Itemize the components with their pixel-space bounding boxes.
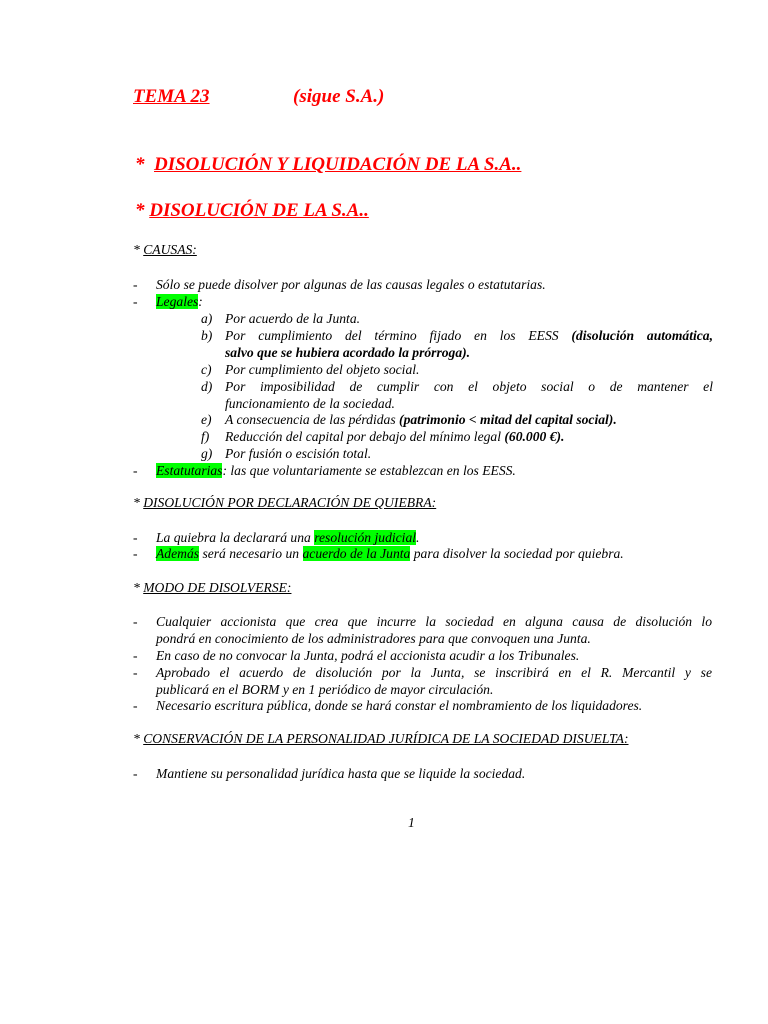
sub-item-f	[225, 429, 564, 446]
line: Cualquier accionista que crea que incurre la sociedad en alguna causa de disolución lo	[156, 614, 712, 629]
ademas-highlight: Además	[156, 546, 200, 561]
heading-text: DISOLUCIÓN DE LA S.A..	[149, 200, 369, 221]
line: pondrá en conocimiento de los administradores para que convoquen una Junta.	[156, 630, 591, 646]
page-number: 1	[408, 815, 415, 830]
sub-item-a: Por acuerdo de la Junta.	[225, 311, 361, 326]
dash-bullet: -	[133, 463, 138, 478]
sub-b-text: Por cumplimiento del término fijado en los EESS	[225, 328, 559, 343]
estatutarias-highlight: Estatutarias	[156, 463, 223, 478]
dash-bullet: -	[133, 698, 138, 713]
sub-letter: f)	[201, 429, 210, 444]
text: será necesario un	[199, 546, 303, 561]
list-item	[133, 463, 138, 480]
sub-item-g: Por fusión o escisión total.	[225, 446, 372, 461]
section-bullet: *	[133, 580, 144, 595]
sub-e-text: A consecuencia de las pérdidas	[225, 412, 396, 427]
causas-item-1: Sólo se puede disolver por algunas de las causas legales o estatutarias.	[156, 277, 546, 292]
sub-letter: g)	[201, 446, 213, 461]
line: publicará en el BORM y en 1 periódico de mayor circulación.	[156, 681, 494, 697]
list-item	[133, 698, 138, 715]
dash-bullet: -	[133, 614, 138, 629]
list-item	[133, 648, 138, 665]
list-item	[133, 530, 138, 547]
list-item	[133, 546, 138, 563]
resolucion-highlight: resolución judicial	[314, 530, 417, 545]
modo-item-1	[156, 614, 712, 648]
text: .	[416, 530, 420, 545]
sub-f-bold: (60.000 €).	[504, 429, 565, 444]
sub-b-bold: (disolución automática,	[571, 328, 713, 343]
dash-bullet: -	[133, 277, 138, 292]
heading-bullet: *	[135, 200, 145, 221]
sub-d-line1: Por imposibilidad de cumplir con el objeto social o de mantener el	[225, 379, 713, 394]
sub-item-c: Por cumplimiento del objeto social.	[225, 362, 420, 377]
section-title: CAUSAS:	[143, 242, 197, 257]
sub-letter: d)	[201, 379, 213, 394]
sub-letter: b)	[201, 328, 213, 343]
heading-text: DISOLUCIÓN Y LIQUIDACIÓN DE LA S.A..	[154, 154, 522, 175]
section-title: DISOLUCIÓN POR DECLARACIÓN DE QUIEBRA:	[143, 495, 437, 510]
modo-item-3	[156, 665, 712, 699]
sigue-label: (sigue S.A.)	[293, 86, 385, 107]
sub-b-bold-line2: salvo que se hubiera acordado la prórroga).	[225, 344, 471, 360]
section-modo-header	[133, 580, 291, 596]
section-bullet: *	[133, 242, 144, 257]
dash-bullet: -	[133, 530, 138, 545]
list-item	[133, 294, 138, 311]
section-bullet: *	[133, 731, 144, 746]
conservacion-item-1: Mantiene su personalidad jurídica hasta que se liquide la sociedad.	[156, 766, 526, 781]
sub-item-e	[225, 412, 617, 429]
dash-bullet: -	[133, 294, 138, 309]
causas-estatutarias	[156, 463, 516, 480]
legales-highlight: Legales	[156, 294, 199, 309]
dash-bullet: -	[133, 546, 138, 561]
list-item	[133, 665, 138, 682]
sub-item-d	[225, 379, 713, 413]
section-quiebra-header	[133, 495, 436, 511]
dash-bullet: -	[133, 648, 138, 663]
list-item	[133, 277, 138, 294]
dash-bullet: -	[133, 766, 138, 781]
colon: :	[198, 294, 203, 309]
section-conservacion-header	[133, 731, 629, 747]
estatutarias-text: : las que voluntariamente se establezcan en los EESS.	[222, 463, 516, 478]
line: Aprobado el acuerdo de disolución por la Junta, se inscribirá en el R. Mercantil y se	[156, 665, 712, 680]
sub-letter: a)	[201, 311, 213, 326]
quiebra-item-2	[156, 546, 624, 563]
sub-letter: c)	[201, 362, 212, 377]
section-bullet: *	[133, 495, 144, 510]
tema-title: TEMA 23	[133, 86, 210, 107]
modo-item-4: Necesario escritura pública, donde se hará constar el nombramiento de los liquidadores.	[156, 698, 643, 713]
sub-letter: e)	[201, 412, 212, 427]
text: La quiebra la declarará una	[156, 530, 315, 545]
sub-d-line2: funcionamiento de la sociedad.	[225, 395, 395, 411]
sub-f-text: Reducción del capital por debajo del mínimo legal	[225, 429, 501, 444]
acuerdo-highlight: acuerdo de la Junta	[302, 546, 411, 561]
quiebra-item-1	[156, 530, 419, 547]
heading-disolucion-liquidacion	[135, 154, 521, 176]
list-item	[133, 766, 138, 783]
heading-bullet: *	[135, 154, 145, 175]
modo-item-2: En caso de no convocar la Junta, podrá el accionista acudir a los Tribunales.	[156, 648, 580, 663]
list-item	[133, 614, 138, 631]
sub-e-bold: (patrimonio < mitad del capital social).	[399, 412, 617, 427]
section-title: MODO DE DISOLVERSE:	[143, 580, 292, 595]
sub-item-b	[225, 328, 713, 362]
section-causas-header	[133, 242, 197, 258]
text: para disolver la sociedad por quiebra.	[410, 546, 624, 561]
dash-bullet: -	[133, 665, 138, 680]
section-title: CONSERVACIÓN DE LA PERSONALIDAD JURÍDICA DE LA SOCIEDAD DISUELTA:	[143, 731, 629, 746]
causas-legales	[156, 294, 203, 311]
heading-disolucion	[135, 200, 369, 222]
